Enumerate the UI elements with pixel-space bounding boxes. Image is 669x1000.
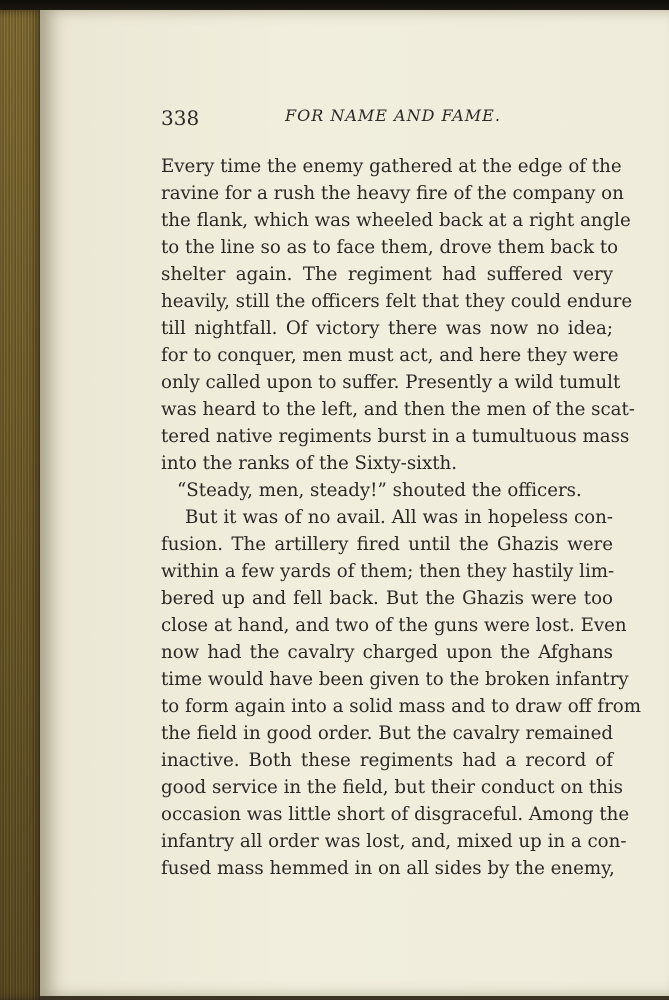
- scan-bottom-shadow: [40, 996, 669, 1000]
- text-line: now had the cavalry charged upon the Afghans: [161, 642, 613, 663]
- text-line: the flank, which was wheeled back at a right angle: [161, 210, 631, 231]
- text-line: heavily, still the officers felt that they could endure: [161, 291, 633, 312]
- text-line: ravine for a rush the heavy fire of the company on: [161, 183, 624, 204]
- text-line: bered up and fell back. But the Ghazis were too: [161, 588, 613, 609]
- text-line: into the ranks of the Sixty-sixth.: [161, 453, 458, 474]
- text-line: good service in the field, but their conduct on this: [161, 777, 623, 798]
- text-line: was heard to the left, and then the men of the scat-: [161, 399, 635, 420]
- text-line: But it was of no avail. All was in hopeless con-: [185, 507, 613, 528]
- text-line: for to conquer, men must act, and here they were: [161, 345, 619, 366]
- text-line: time would have been given to the broken infantry: [161, 669, 629, 690]
- text-line: fused mass hemmed in on all sides by the enemy,: [161, 858, 615, 879]
- running-title: FOR NAME AND FAME.: [285, 106, 501, 125]
- text-line: shelter again. The regiment had suffered very: [161, 264, 613, 285]
- text-line: occasion was little short of disgraceful. Among the: [161, 804, 630, 825]
- text-line: till nightfall. Of victory there was now no idea;: [161, 318, 613, 339]
- text-line: infantry all order was lost, and, mixed up in a con-: [161, 831, 627, 852]
- text-line: close at hand, and two of the guns were lost. Even: [161, 615, 627, 636]
- text-line: “Steady, men, steady!” shouted the officers.: [177, 480, 582, 501]
- text-line: only called upon to suffer. Presently a wild tumult: [161, 372, 621, 393]
- text-line: to the line so as to face them, drove them back to: [161, 237, 619, 258]
- page-number: 338: [161, 106, 200, 130]
- text-line: Every time the enemy gathered at the edge of the: [161, 156, 622, 177]
- text-line: to form again into a solid mass and to draw off from: [161, 696, 641, 717]
- page-header: [40, 106, 669, 132]
- text-line: tered native regiments burst in a tumultuous mass: [161, 426, 630, 447]
- text-line: fusion. The artillery fired until the Ghazis were: [161, 534, 613, 555]
- text-line: inactive. Both these regiments had a record of: [161, 750, 613, 771]
- text-line: the field in good order. But the cavalry remained: [161, 723, 613, 744]
- body-text: [161, 153, 641, 882]
- book-page-edges: [0, 10, 44, 1000]
- book-page: [40, 10, 669, 996]
- text-line: within a few yards of them; then they hastily lim-: [161, 561, 615, 582]
